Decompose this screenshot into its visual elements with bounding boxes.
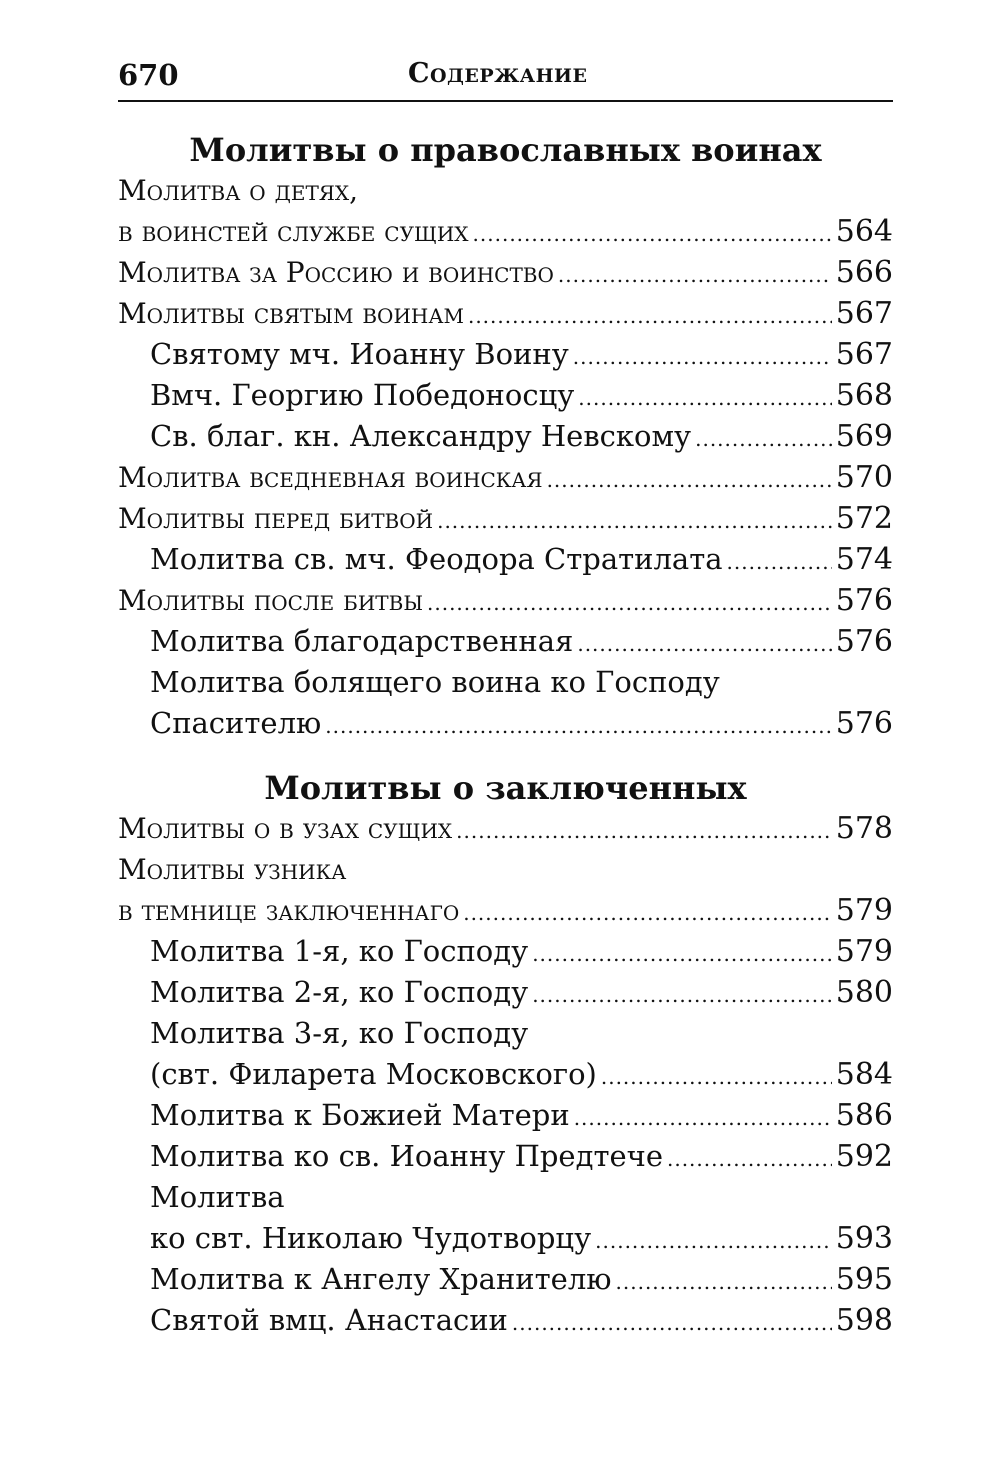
toc-page-number: 572 — [835, 501, 893, 536]
toc-page-number: 580 — [835, 975, 893, 1010]
toc-entry-line[interactable] — [118, 1013, 893, 1054]
toc-entry[interactable] — [118, 252, 893, 293]
toc-entry-label: Вмч. Георгию Победоносцу — [150, 378, 575, 412]
toc-page-number: 593 — [835, 1221, 893, 1256]
toc-page-number: 576 — [835, 706, 893, 741]
dot-leader — [727, 542, 832, 583]
toc-page-number: 574 — [835, 542, 893, 577]
toc-page-number: 579 — [835, 934, 893, 969]
toc-entry-label: Молитва 1-я, ко Господу — [150, 934, 529, 968]
toc-entry[interactable] — [118, 1259, 893, 1300]
section-title: Молитвы о православных воинах — [189, 131, 822, 169]
toc-entry-label: Молитва — [150, 1180, 285, 1214]
toc-entry-label: Спасителю — [150, 706, 322, 740]
toc-page-number: 570 — [835, 460, 893, 495]
toc-entry[interactable] — [118, 621, 893, 662]
toc-entry[interactable] — [118, 580, 893, 621]
toc-entry[interactable] — [118, 457, 893, 498]
toc-entry-label: Св. благ. кн. Александру Невскому — [150, 419, 692, 453]
dot-leader — [695, 419, 832, 460]
dot-leader — [616, 1262, 832, 1303]
toc-entry-label: Молитва 2-я, ко Господу — [150, 975, 529, 1009]
running-title: Содержание — [408, 58, 588, 89]
toc-entry-line[interactable] — [118, 662, 893, 703]
toc-entry[interactable] — [118, 1095, 893, 1136]
toc-entry-label: в темнице заключеннаго — [118, 894, 460, 927]
toc-page-number: 564 — [835, 214, 893, 249]
toc-entry-line[interactable] — [118, 849, 893, 890]
toc-entry[interactable] — [118, 972, 893, 1013]
toc-entry[interactable] — [118, 375, 893, 416]
toc-entry-label: Молитва за Россию и воинство — [118, 256, 554, 289]
toc-entry-line[interactable] — [118, 1177, 893, 1218]
toc-page — [118, 52, 893, 1341]
toc-entry[interactable] — [118, 890, 893, 931]
toc-entry-label: Молитва болящего воина ко Господу — [150, 665, 720, 699]
toc-entry-label: Молитва св. мч. Феодора Стратилата — [150, 542, 723, 576]
toc-page-number: 586 — [835, 1098, 893, 1133]
toc-entry[interactable] — [118, 931, 893, 972]
dot-leader — [463, 893, 832, 934]
toc-page-number: 566 — [835, 255, 893, 290]
toc-page-number: 576 — [835, 583, 893, 618]
toc-entry-label: Молитвы после битвы — [118, 584, 423, 617]
toc-entry-label: Молитва вседневная воинская — [118, 461, 543, 494]
toc-entry[interactable] — [118, 1300, 893, 1341]
toc-entry[interactable] — [118, 211, 893, 252]
toc-entry[interactable] — [118, 416, 893, 457]
toc-entry[interactable] — [118, 808, 893, 849]
toc-entry-label: Молитвы о в узах сущих — [118, 812, 453, 845]
page-number: 670 — [118, 58, 179, 92]
toc-entry[interactable] — [118, 539, 893, 580]
toc-page-number: 592 — [835, 1139, 893, 1174]
toc-entry-label: Молитва к Ангелу Хранителю — [150, 1262, 612, 1296]
toc-entry[interactable] — [118, 703, 893, 744]
dot-leader — [325, 706, 831, 747]
toc-entry-label: Молитва к Божией Матери — [150, 1098, 570, 1132]
toc-entry-line[interactable] — [118, 170, 893, 211]
toc-page-number: 598 — [835, 1303, 893, 1338]
dot-leader — [577, 624, 831, 665]
dot-leader — [601, 1057, 832, 1098]
toc-entry-label: Молитвы перед битвой — [118, 502, 434, 535]
toc-entry[interactable] — [118, 1054, 893, 1095]
toc-page-number: 567 — [835, 337, 893, 372]
toc-entry-label: Святой вмц. Анастасии — [150, 1303, 508, 1337]
dot-leader — [667, 1139, 832, 1180]
toc-page-number: 576 — [835, 624, 893, 659]
toc-page-number: 569 — [835, 419, 893, 454]
toc-entry-label: Молитва благодарственная — [150, 624, 574, 658]
dot-leader — [427, 583, 832, 624]
dot-leader — [468, 296, 832, 337]
toc-entry-label: Молитвы узника — [118, 853, 347, 886]
toc-entry-label: Святому мч. Иоанну Воину — [150, 337, 569, 371]
dot-leader — [437, 501, 832, 542]
toc-page-number: 595 — [835, 1262, 893, 1297]
toc-entry[interactable] — [118, 334, 893, 375]
toc-entry-label: Молитва ко св. Иоанну Предтече — [150, 1139, 663, 1173]
dot-leader — [573, 337, 832, 378]
dot-leader — [473, 214, 832, 255]
toc-entry-label: ко свт. Николаю Чудотворцу — [150, 1221, 592, 1255]
dot-leader — [547, 460, 832, 501]
dot-leader — [532, 934, 832, 975]
dot-leader — [532, 975, 832, 1016]
toc-entry-label: Молитвы святым воинам — [118, 297, 464, 330]
dot-leader — [512, 1303, 832, 1344]
table-of-contents — [118, 130, 893, 1341]
dot-leader — [595, 1221, 832, 1262]
dot-leader — [574, 1098, 832, 1139]
toc-entry[interactable] — [118, 1218, 893, 1259]
section-title: Молитвы о заключенных — [264, 769, 747, 807]
toc-entry-label: Молитва о детях, — [118, 174, 359, 207]
toc-page-number: 579 — [835, 893, 893, 928]
toc-page-number: 578 — [835, 811, 893, 846]
toc-entry-label: (свт. Филарета Московского) — [150, 1057, 597, 1091]
toc-entry-label: в воинстей службе сущих — [118, 215, 469, 248]
toc-entry[interactable] — [118, 1136, 893, 1177]
toc-entry-label: Молитва 3-я, ко Господу — [150, 1016, 529, 1050]
dot-leader — [578, 378, 831, 419]
running-head — [118, 52, 893, 102]
toc-page-number: 567 — [835, 296, 893, 331]
toc-entry[interactable] — [118, 293, 893, 334]
dot-leader — [558, 255, 832, 296]
toc-entry[interactable] — [118, 498, 893, 539]
dot-leader — [456, 811, 832, 852]
toc-page-number: 584 — [835, 1057, 893, 1092]
toc-page-number: 568 — [835, 378, 893, 413]
